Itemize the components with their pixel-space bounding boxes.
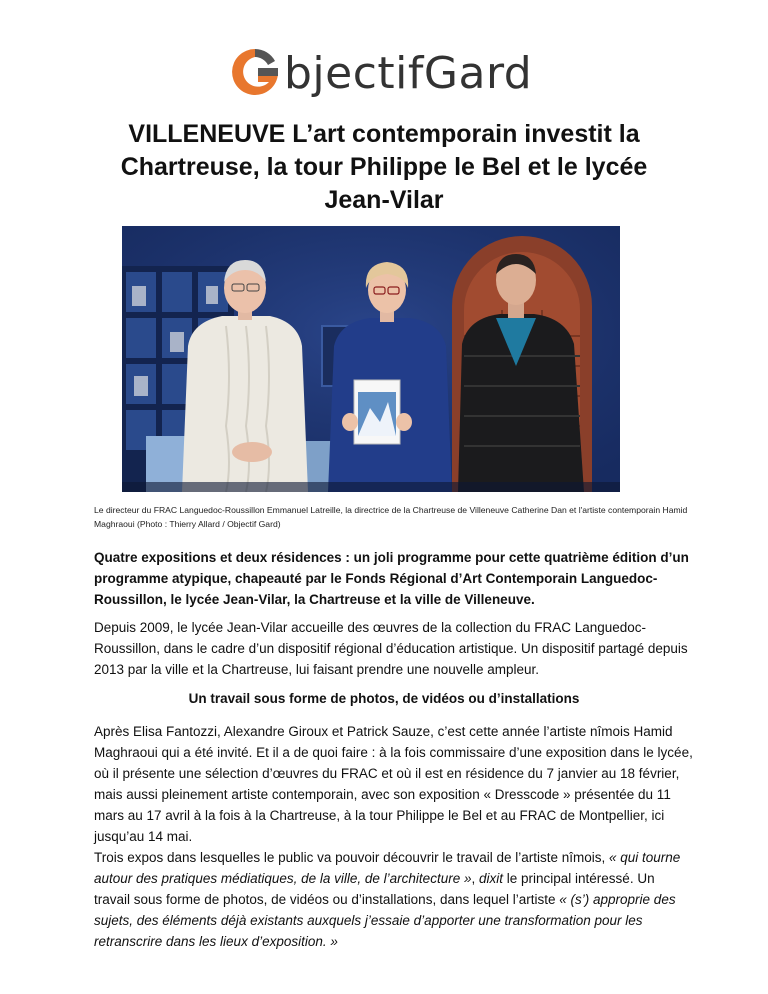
dixit-word: dixit (478, 871, 503, 886)
quote-1: « qui tourne autour des pratiques médiatiques, de la ville, de l’architecture » (94, 850, 681, 886)
article-title: VILLENEUVE L’art contemporain investit la Chartreuse, la tour Philippe le Bel et le lycée Jean-Vilar (120, 120, 648, 214)
body-paragraph-1: Depuis 2009, le lycée Jean-Vilar accueille des œuvres de la collection du FRAC Languedoc-Roussillon, dans le cadre d’un dispositif régional d’éducation artistique. Un dispositif partagé depuis 2013 par la ville et la Chartreuse, lui faisant prendre une nouvelle ampleur. (94, 620, 688, 677)
paragraph-3-text-3: le principal intéressé. Un travail sous forme de photos, de vidéos ou d’installations, dans lequel l’artiste (94, 871, 655, 907)
lead-paragraph: Quatre expositions et deux résidences : un joli programme pour cette quatrième édition d’un programme atypique, chapeauté par le Fonds Régional d’Art Contemporain Languedoc-Roussillon, le lycée Jean-Vilar, la Chartreuse et la ville de Villeneuve. (94, 550, 689, 607)
logo-text: bjectifGard (284, 48, 533, 99)
section-subheading: Un travail sous forme de photos, de vidéos ou d’installations (188, 691, 580, 706)
article-photo (122, 226, 620, 492)
body-paragraph-2: Après Elisa Fantozzi, Alexandre Giroux et Patrick Sauze, c’est cette année l’artiste nîmois Hamid Maghraoui qui a été invité. Et il a de quoi faire : à la fois commissaire d’une exposition dans le lycée, où il présente une sélection d’œuvres du FRAC et où il est en résidence du 7 janvier au 18 février, mais aussi pleinement artiste contemporain, avec son exposition « Dresscode » présentée du 11 mars au 17 avril à la fois à la Chartreuse, à la tour Philippe le Bel et au FRAC de Montpellier, ici jusqu’au 14 mai. (94, 724, 693, 844)
photo-caption: Le directeur du FRAC Languedoc-Roussillon Emmanuel Latreille, la directrice de la Chartreuse de Villeneuve Catherine Dan et l'artiste contemporain Hamid Maghraoui (Photo : Thierry Allard / Objectif Gard) (94, 505, 688, 529)
quote-2: « (s’) approprie des sujets, des éléments déjà existants auxquels j’essaie d’apporter une transformation pour les retranscrire dans les lieux d’exposition. » (94, 892, 676, 949)
logo-g-icon (228, 44, 282, 100)
paragraph-3-text-2: , (471, 871, 479, 886)
paragraph-3-text-1: Trois expos dans lesquelles le public va pouvoir découvrir le travail de l’artiste nîmois, (94, 850, 609, 865)
body-paragraph-3 (94, 847, 694, 952)
objectif-gard-logo[interactable] (228, 44, 548, 106)
